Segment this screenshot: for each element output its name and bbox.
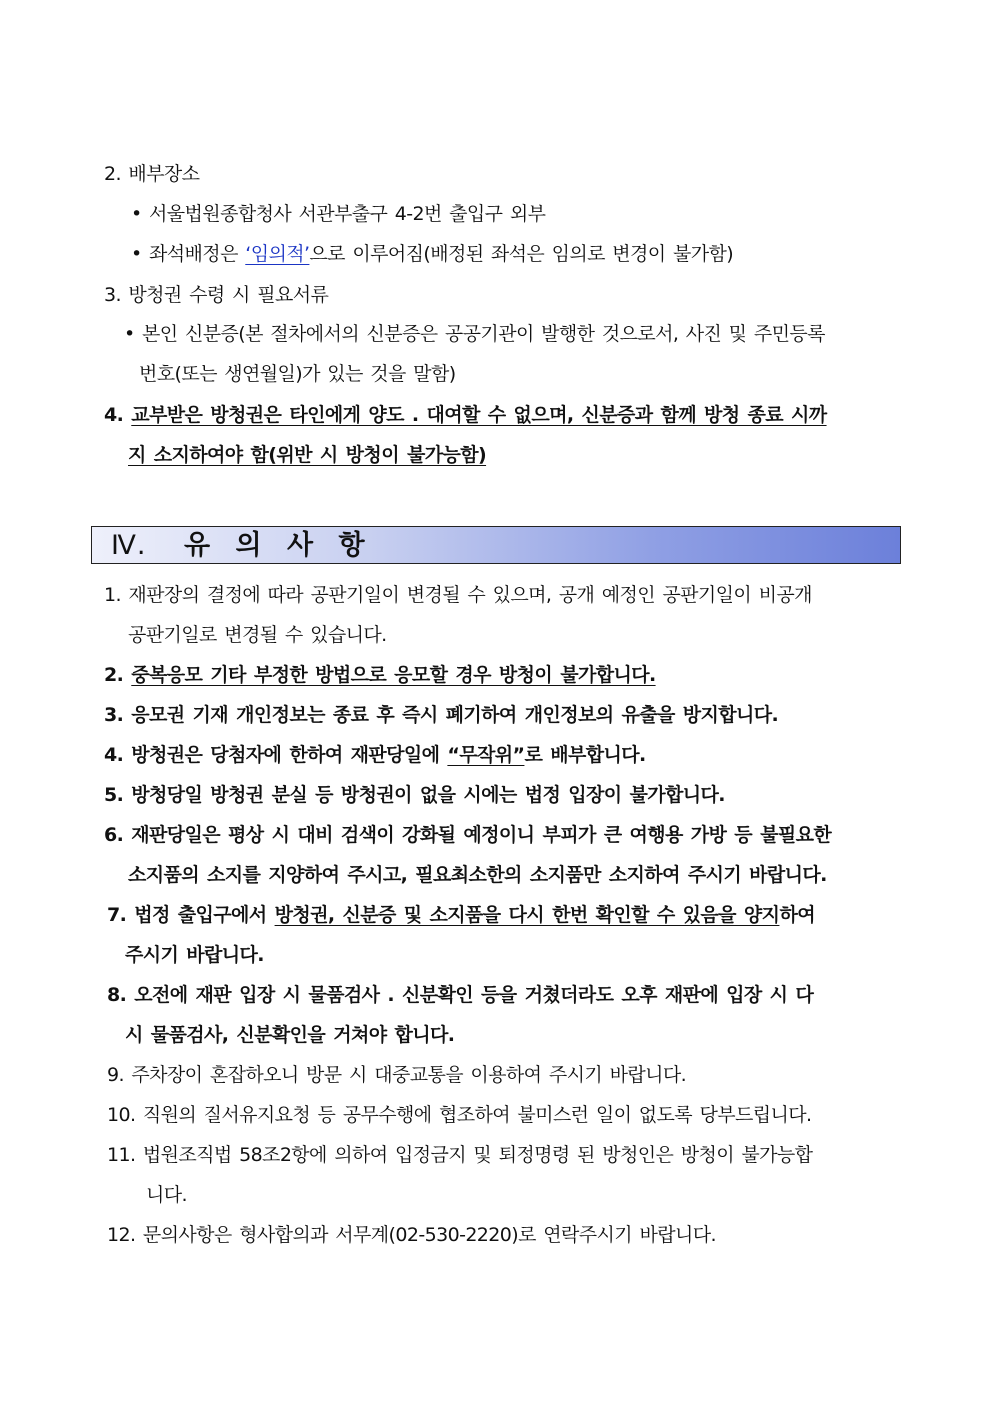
bullet-item — [131, 201, 545, 227]
note-item — [107, 1062, 686, 1088]
section-number: 4. — [104, 404, 124, 426]
note-number: 10. — [107, 1104, 136, 1126]
note-item — [104, 782, 725, 808]
emphasis-text: 교부받은 방청권은 타인에게 양도 . 대여할 수 없으며, 신분증과 함께 방청 종료 시까 — [131, 404, 827, 426]
section-title: 배부장소 — [128, 163, 200, 185]
note-continuation: 소지품의 소지를 지양하여 주시고, 필요최소한의 소지품만 소지하여 주시기 바랍니다. — [128, 864, 827, 886]
emphasis-text: ‘임의적’ — [245, 243, 310, 265]
section-3-heading — [104, 282, 328, 308]
section-2-heading — [104, 161, 199, 187]
emphasis-text: “무작위” — [447, 744, 525, 766]
note-text: 방청권은 당첨자에 한하여 재판당일에 — [131, 744, 448, 766]
note-number: 2. — [104, 664, 124, 686]
note-item — [104, 582, 812, 608]
note-number: 8. — [107, 984, 127, 1006]
note-item — [107, 1142, 812, 1168]
note-text: 재판당일은 평상 시 대비 검색이 강화될 예정이니 부피가 큰 여행용 가방 등 불필요한 — [131, 824, 832, 846]
note-number: 1. — [104, 584, 121, 606]
note-number: 5. — [104, 784, 124, 806]
note-number: 6. — [104, 824, 124, 846]
note-item — [107, 902, 815, 928]
bullet-continuation: 번호(또는 생연월일)가 있는 것을 말함) — [139, 363, 456, 385]
note-text: 응모권 기재 개인정보는 종료 후 즉시 폐기하여 개인정보의 유출을 방지합니다. — [131, 704, 779, 726]
note-text: 직원의 질서유지요청 등 공무수행에 협조하여 불미스런 일이 없도록 당부드립니다. — [142, 1104, 812, 1126]
bullet-item — [131, 241, 733, 267]
bullet-icon: • — [131, 203, 150, 225]
note-continuation: 시 물품검사, 신분확인을 거쳐야 합니다. — [125, 1024, 455, 1046]
note-item — [104, 702, 778, 728]
bullet-icon: • — [124, 323, 143, 345]
section-4-line — [104, 402, 827, 428]
note-item — [107, 1222, 716, 1248]
note-continuation: 공판기일로 변경될 수 있습니다. — [128, 624, 387, 646]
note-item — [104, 662, 656, 688]
note-text: 방청당일 방청권 분실 등 방청권이 없을 시에는 법정 입장이 불가합니다. — [131, 784, 725, 806]
note-item — [107, 1102, 811, 1128]
note-text: 중복응모 기타 부정한 방법으로 응모할 경우 방청이 불가합니다. — [131, 664, 656, 686]
section-number: 2. — [104, 163, 121, 185]
note-number: 3. — [104, 704, 124, 726]
section-4-continuation: 지 소지하여야 함(위반 시 방청이 불가능함) — [128, 444, 487, 466]
note-number: 11. — [107, 1144, 136, 1166]
bullet-item — [124, 321, 825, 347]
note-text: 법원조직법 58조2항에 의하여 입정금지 및 퇴정명령 된 방청인은 방청이 불가능합 — [142, 1144, 813, 1166]
note-text: 재판장의 결정에 따라 공판기일이 변경될 수 있으며, 공개 예정인 공판기일이 비공개 — [128, 584, 812, 606]
note-text: 로 배부합니다. — [524, 744, 646, 766]
heading-title: 유 의 사 항 — [184, 530, 373, 561]
note-item — [104, 742, 646, 768]
section-number: 3. — [104, 284, 121, 306]
bullet-text: 서울법원종합청사 서관부출구 4-2번 출입구 외부 — [149, 203, 546, 225]
note-number: 4. — [104, 744, 124, 766]
note-text: 법정 출입구에서 — [134, 904, 275, 926]
note-number: 9. — [107, 1064, 124, 1086]
note-continuation: 주시기 바랍니다. — [125, 944, 264, 966]
note-item — [104, 822, 831, 848]
section-heading-bar — [91, 526, 901, 564]
note-number: 12. — [107, 1224, 136, 1246]
note-item — [107, 982, 813, 1008]
bullet-icon: • — [131, 243, 150, 265]
note-text: 오전에 재판 입장 시 물품검사 . 신분확인 등을 거쳤더라도 오후 재판에 입장 시 다 — [134, 984, 814, 1006]
bullet-text: 좌석배정은 — [149, 243, 246, 265]
note-text: 주차장이 혼잡하오니 방문 시 대중교통을 이용하여 주시기 바랍니다. — [131, 1064, 687, 1086]
note-number: 7. — [107, 904, 127, 926]
note-text: 문의사항은 형사합의과 서무계(02-530-2220)로 연락주시기 바랍니다. — [142, 1224, 716, 1246]
note-text: 하여 — [779, 904, 815, 926]
bullet-text: 으로 이루어짐(배정된 좌석은 임의로 변경이 불가함) — [309, 243, 734, 265]
emphasis-text: 방청권, 신분증 및 소지품을 다시 한번 확인할 수 있음을 양지 — [274, 904, 780, 926]
section-title: 방청권 수령 시 필요서류 — [128, 284, 329, 306]
note-continuation: 니다. — [146, 1184, 187, 1206]
heading-number: Ⅳ. — [111, 530, 147, 561]
bullet-text: 본인 신분증(본 절차에서의 신분증은 공공기관이 발행한 것으로서, 사진 및 주민등록 — [142, 323, 825, 345]
